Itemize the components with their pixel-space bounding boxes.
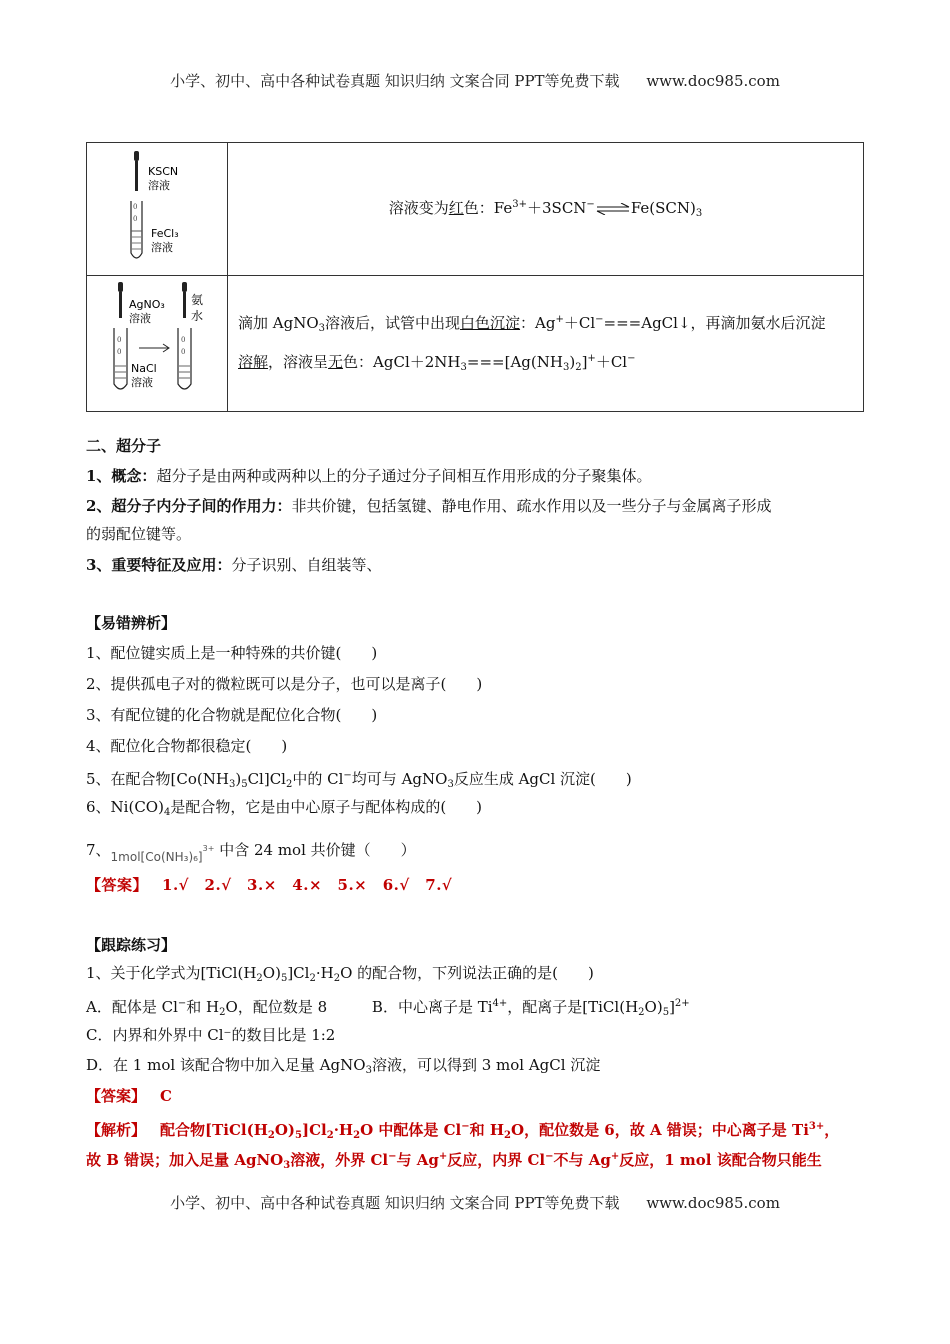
formula-image: $1mol[Co(NH_3)_6]^{3+}$ (110, 844, 215, 864)
error-item-6: 6、$Ni(CO)_4$是配合物，它是由中心原子与配体构成的( ) (86, 798, 483, 818)
errors-title: 【易错辨析】 (86, 614, 177, 632)
error-item-4: 4、配位化合物都很稳定( ) (86, 737, 288, 755)
agno3-label: AgNO₃ (129, 298, 165, 311)
error-item-7: 7、$1mol[Co(NH_3)_6]^{3+}$ 中含 24 mol 共价键（ ） (86, 838, 866, 868)
table-row (87, 143, 864, 276)
forces-paragraph-cont: 的弱配位键等。 (86, 525, 192, 543)
footer-text: 小学、初中、高中各种试卷真题 知识归纳 文案合同 PPT等免费下载 (170, 1194, 620, 1212)
practice-answer: 【答案】 C (86, 1087, 172, 1105)
features-paragraph: 3、重要特征及应用：分子识别、自组装等、 (86, 556, 382, 574)
fecl3-label: FeCl₃ (151, 227, 179, 240)
svg-text:0: 0 (117, 336, 122, 344)
analysis-line-1: 【解析】 配合物$[TiCl(H_2O)_5]Cl_2\cdot H_2O$ 中配体是 Cl−和 $H_2O$，配位数是 6，故 A 错误；中心离子是 $Ti^{3+}$， (86, 1121, 840, 1141)
experiment-table (86, 142, 864, 412)
ammonia-label-2: 水 (191, 309, 204, 323)
footer-url[interactable]: www.doc985.com (646, 1194, 780, 1212)
practice-title: 【跟踪练习】 (86, 936, 177, 954)
svg-text:0: 0 (181, 336, 186, 344)
choice-a: A．配体是 Cl−和 $H_2O$，配位数是 8 (86, 998, 328, 1018)
error-item-1: 1、配位键实质上是一种特殊的共价键( ) (86, 644, 378, 662)
error-item-5: 5、在配合物$[Co(NH_3)_5Cl]Cl_2$中的 Cl−均可与 AgNO$_3$反应生成 AgCl 沉淀( ) (86, 770, 632, 790)
concept-paragraph: 1、概念：超分子是由两种或两种以上的分子通过分子间相互作用形成的分子聚集体。 (86, 467, 652, 485)
section-title: 二、超分子 (86, 437, 162, 455)
fecl3-label-2: 溶液 (151, 241, 173, 254)
test-tube-dropper-diagram (87, 143, 227, 271)
two-test-tubes-diagram (87, 276, 227, 407)
svg-text:0: 0 (181, 348, 186, 356)
agno3-apparatus-figure (87, 276, 228, 412)
page-header (0, 70, 950, 91)
header-url[interactable]: www.doc985.com (646, 72, 780, 90)
kscn-label-2: 溶液 (148, 179, 170, 192)
choice-c: C．内界和外界中 Cl⁻的数目比是 1:2 (86, 1026, 336, 1044)
nacl-label-2: 溶液 (131, 376, 153, 389)
agno3-label-2: 溶液 (129, 312, 151, 325)
analysis-line-2: 故 B 错误；加入足量 AgNO$_3$溶液，外界 Cl−与 Ag+反应，内界 Cl−不与 Ag+反应，1 mol 该配合物只能生 (86, 1151, 822, 1171)
table-row (87, 276, 864, 412)
error-item-2: 2、提供孤电子对的微粒既可以是分子，也可以是离子( ) (86, 675, 483, 693)
page-footer (0, 1192, 950, 1213)
reversible-arrow-icon (595, 203, 631, 215)
svg-text:0: 0 (117, 348, 122, 356)
forces-paragraph: 2、超分子内分子间的作用力：非共价键，包括氢键、静电作用、疏水作用以及一些分子与金属离子形成 (86, 497, 772, 515)
choice-d: D．在 1 mol 该配合物中加入足量 AgNO$_3$溶液，可以得到 3 mol AgCl 沉淀 (86, 1056, 601, 1076)
kscn-label: KSCN (148, 165, 179, 178)
errors-answer: 【答案】 1.√ 2.√ 3.× 4.× 5.× 6.√ 7.√ (86, 876, 453, 894)
kscn-apparatus-figure (87, 143, 228, 276)
ammonia-label: 氨 (191, 293, 204, 307)
svg-text:0: 0 (133, 203, 138, 211)
choice-row-ab (86, 993, 866, 1024)
agno3-result-text: 滴加 AgNO$_3$溶液后，试管中出现白色沉淀：Ag+＋Cl−===AgCl↓，再滴加氨水后沉淀 溶解，溶液呈无色：$AgCl+2NH_3===[Ag(NH_3)_2]^++Cl^-$ (228, 276, 864, 412)
practice-question-1: 1、关于化学式为$[TiCl(H_2O)_5]Cl_2\cdot H_2O$ 的配合物，下列说法正确的是( ) (86, 964, 594, 984)
nacl-label: NaCl (131, 362, 157, 375)
svg-text:0: 0 (133, 215, 138, 223)
error-item-3: 3、有配位键的化合物就是配位化合物( ) (86, 706, 378, 724)
kscn-result-text: 溶液变为红色：$Fe^{3+}+3SCN^-$ $Fe(SCN)_3$ (228, 143, 864, 276)
header-text: 小学、初中、高中各种试卷真题 知识归纳 文案合同 PPT等免费下载 (170, 72, 620, 90)
choice-b: B．中心离子是 $Ti^{4+}$，配离子是$[TiCl(H_2O)_5]^{2+}$ (371, 998, 690, 1018)
